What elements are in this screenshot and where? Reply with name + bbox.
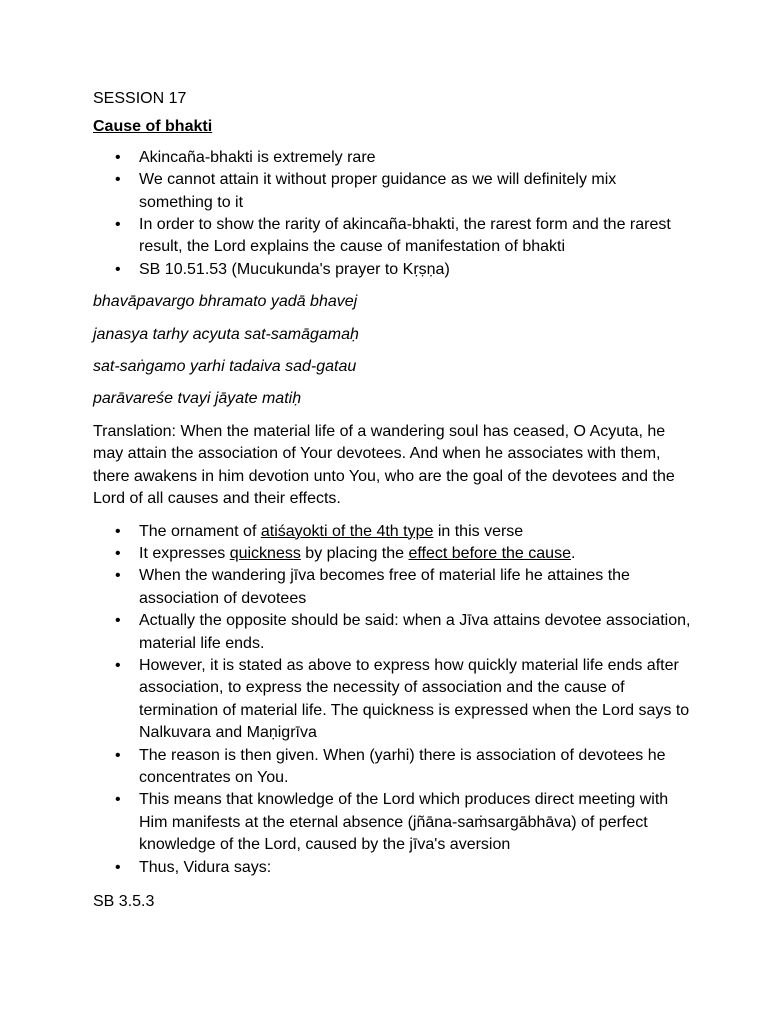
text-run: . bbox=[570, 544, 576, 562]
text-run: It expresses bbox=[139, 544, 230, 562]
analysis-bullet-list bbox=[93, 521, 693, 880]
list-item: • When the wandering jīva becomes free of material life he attaines the association of devotees bbox=[93, 565, 693, 610]
list-item: • However, it is stated as above to express how quickly material life ends after association, to express the necessity of association and the cause of termination of material life. The quickness is expressed when the Lord says to Nalkuvara and Maṇigrīva bbox=[93, 655, 693, 745]
list-item bbox=[93, 521, 693, 543]
intro-bullet-list bbox=[93, 147, 693, 281]
underlined-term: quickness bbox=[229, 544, 301, 562]
verse-block bbox=[93, 291, 693, 411]
session-label: SESSION 17 bbox=[93, 90, 187, 107]
list-item: • The reason is then given. When (yarhi) there is association of devotees he concentrates on You. bbox=[93, 745, 693, 790]
verse-line: bhavāpavargo bhramato yadā bhavej bbox=[93, 293, 358, 311]
underlined-term: atiśayokti of the 4th type bbox=[260, 522, 434, 540]
list-item: • In order to show the rarity of akincaña-bhakti, the rarest form and the rarest result, the Lord explains the cause of manifestation of bhakti bbox=[93, 214, 693, 259]
list-item: • This means that knowledge of the Lord which produces direct meeting with Him manifests at the eternal absence (jñāna-saṁsargābhāva) of perfect knowledge of the Lord, caused by the jīva's aversion bbox=[93, 789, 693, 856]
verse-reference: SB 3.5.3 bbox=[93, 893, 155, 910]
document-page bbox=[93, 88, 693, 929]
list-item: • Thus, Vidura says: bbox=[93, 857, 693, 879]
text-run: The ornament of bbox=[139, 522, 261, 540]
verse-line: parāvareśe tvayi jāyate matiḥ bbox=[93, 390, 302, 408]
underlined-term: effect before the cause bbox=[408, 544, 571, 562]
list-item: • Akincaña-bhakti is extremely rare bbox=[93, 147, 693, 169]
section-heading: Cause of bhakti bbox=[93, 118, 213, 136]
list-item: • We cannot attain it without proper guidance as we will definitely mix something to it bbox=[93, 169, 693, 214]
list-item: • SB 10.51.53 (Mucukunda's prayer to Kṛṣṇa) bbox=[93, 259, 693, 281]
list-item: • Actually the opposite should be said: when a Jīva attains devotee association, material life ends. bbox=[93, 610, 693, 655]
verse-line: sat-saṅgamo yarhi tadaiva sad-gatau bbox=[93, 358, 357, 376]
translation-paragraph: Translation: When the material life of a wandering soul has ceased, O Acyuta, he may attain the association of Your devotees. And when he associates with them, there awakens in him devotion unto You, who are the goal of the devotees and the Lord of all causes and their effects. bbox=[93, 422, 675, 508]
text-run: by placing the bbox=[300, 544, 409, 562]
list-item bbox=[93, 543, 693, 565]
verse-line: janasya tarhy acyuta sat-samāgamaḥ bbox=[93, 325, 359, 343]
text-run: in this verse bbox=[433, 522, 524, 540]
